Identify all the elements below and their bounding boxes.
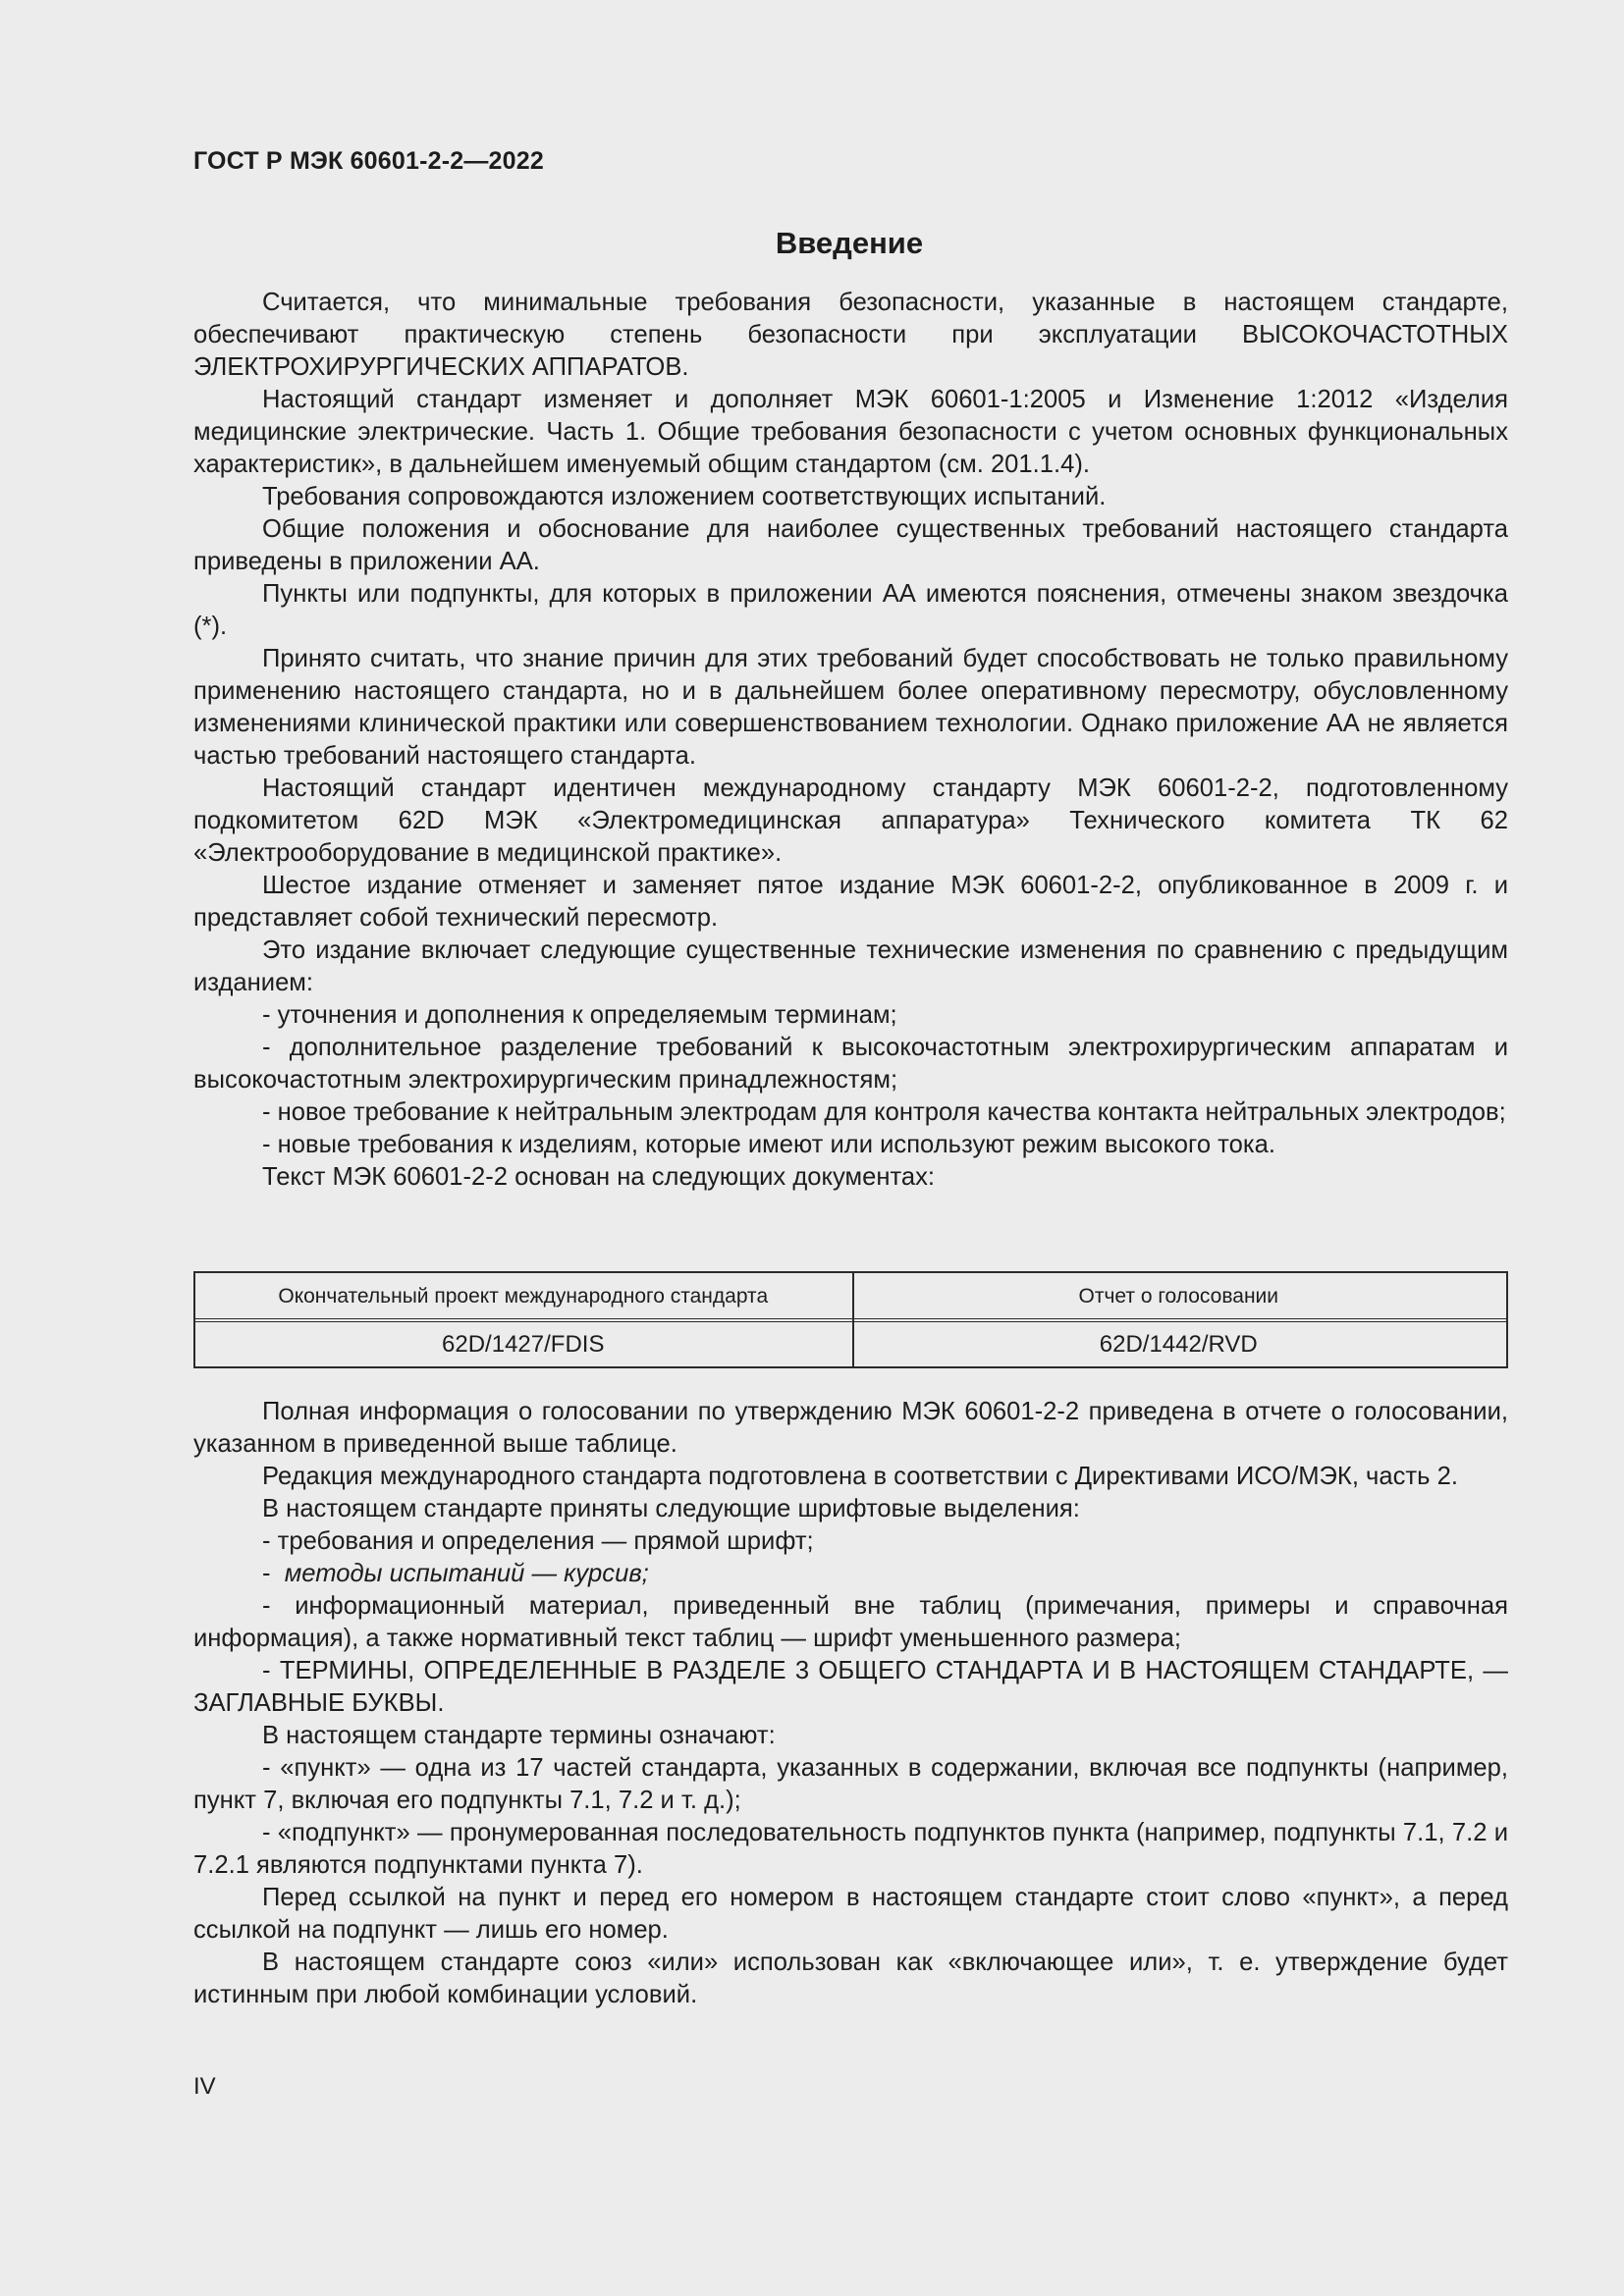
paragraph: Настоящий стандарт изменяет и дополняет МЭК 60601-1:2005 и Изменение 1:2012 «Изделия медицинские электрические. Часть 1. Общие требования безопасности с учетом основных функциональных характеристик», в дальнейшем именуемый общим стандартом (см. 201.1.4). [193, 386, 1508, 478]
paragraph: Редакция международного стандарта подготовлена в соответствии с Директивами ИСО/МЭК, часть 2. [262, 1463, 1458, 1490]
table-header-row [195, 1273, 1506, 1319]
list-item [193, 1558, 1508, 1590]
list-item: - «пункт» — одна из 17 частей стандарта, указанных в содержании, включая все подпункты (например, пункт 7, включая его подпункты 7.1, 7.2 и т. д.); [193, 1754, 1508, 1814]
paragraph: Перед ссылкой на пункт и перед его номером в настоящем стандарте стоит слово «пункт», а перед ссылкой на подпункт — лишь его номер. [193, 1884, 1508, 1944]
list-item: - информационный материал, приведенный вне таблиц (примечания, примеры и справочная информация), а также нормативный текст таблиц — шрифт уменьшенного размера; [193, 1592, 1508, 1652]
paragraph: Принято считать, что знание причин для этих требований будет способствовать не только правильному применению настоящего стандарта, но и в дальнейшем более оперативному пересмотру, обусловленному изменениями клинической практики или совершенствованием технологии. Однако приложение АА не является частью требований настоящего стандарта. [193, 645, 1508, 770]
table-header-cell: Отчет о голосовании [1078, 1284, 1278, 1308]
list-item: - уточнения и дополнения к определяемым терминам; [262, 1001, 897, 1029]
paragraph: Шестое издание отменяет и заменяет пятое издание МЭК 60601-2-2, опубликованное в 2009 г. и представляет собой технический пересмотр. [193, 872, 1508, 932]
list-item: - дополнительное разделение требований к высокочастотным электрохирургическим аппаратам и высокочастотным электрохирургическим принадлежностям; [193, 1034, 1508, 1094]
paragraph: Пункты или подпункты, для которых в приложении АА имеются пояснения, отмечены знаком звездочка (*). [193, 580, 1508, 640]
paragraph: Это издание включает следующие существенные технические изменения по сравнению с предыдущим изданием: [193, 936, 1508, 996]
page-title: Введение [775, 226, 924, 260]
table-header-cell: Окончательный проект международного стандарта [278, 1284, 769, 1308]
document-header: ГОСТ Р МЭК 60601-2-2—2022 [193, 147, 544, 175]
introduction-body-continued [193, 1396, 1508, 2011]
list-item: - «подпункт» — пронумерованная последовательность подпунктов пункта (например, подпункты 7.1, 7.2 и 7.2.1 являются подпунктами пункта 7). [193, 1819, 1508, 1879]
paragraph: В настоящем стандарте приняты следующие шрифтовые выделения: [262, 1495, 1080, 1522]
paragraph: Общие положения и обоснование для наиболее существенных требований настоящего стандарта приведены в приложении АА. [193, 515, 1508, 575]
paragraph: В настоящем стандарте термины означают: [262, 1722, 776, 1749]
italic-text: методы испытаний — курсив; [284, 1560, 649, 1587]
list-item: - новое требование к нейтральным электродам для контроля качества контакта нейтральных электродов; [262, 1098, 1506, 1126]
table-cell: 62D/1427/FDIS [442, 1330, 605, 1358]
documents-table [193, 1271, 1508, 1368]
list-item: - новые требования к изделиям, которые имеют или используют режим высокого тока. [262, 1131, 1275, 1158]
table-cell: 62D/1442/RVD [1099, 1330, 1258, 1358]
list-dash: - [262, 1560, 285, 1587]
list-item: - ТЕРМИНЫ, ОПРЕДЕЛЕННЫЕ В РАЗДЕЛЕ 3 ОБЩЕГО СТАНДАРТА И В НАСТОЯЩЕМ СТАНДАРТЕ, — ЗАГЛАВНЫЕ БУКВЫ. [193, 1657, 1508, 1717]
page-number: IV [193, 2073, 216, 2100]
list-item: - требования и определения — прямой шрифт; [262, 1527, 814, 1555]
paragraph: Текст МЭК 60601-2-2 основан на следующих документах: [262, 1163, 936, 1191]
paragraph: Требования сопровождаются изложением соответствующих испытаний. [262, 483, 1107, 510]
paragraph: В настоящем стандарте союз «или» использован как «включающее или», т. е. утверждение будет истинным при любой комбинации условий. [193, 1949, 1508, 2008]
paragraph: Полная информация о голосовании по утверждению МЭК 60601-2-2 приведена в отчете о голосовании, указанном в приведенной выше таблице. [193, 1398, 1508, 1458]
paragraph: Считается, что минимальные требования безопасности, указанные в настоящем стандарте, обеспечивают практическую степень безопасности при эксплуатации ВЫСОКОЧАСТОТНЫХ ЭЛЕКТРОХИРУРГИЧЕСКИХ АППАРАТОВ. [193, 289, 1508, 381]
introduction-body [193, 287, 1508, 1194]
table-row [195, 1322, 1506, 1366]
paragraph: Настоящий стандарт идентичен международному стандарту МЭК 60601-2-2, подготовленному подкомитетом 62D МЭК «Электромедицинская аппаратура» Технического комитета ТК 62 «Электрооборудование в медицинской практике». [193, 774, 1508, 867]
